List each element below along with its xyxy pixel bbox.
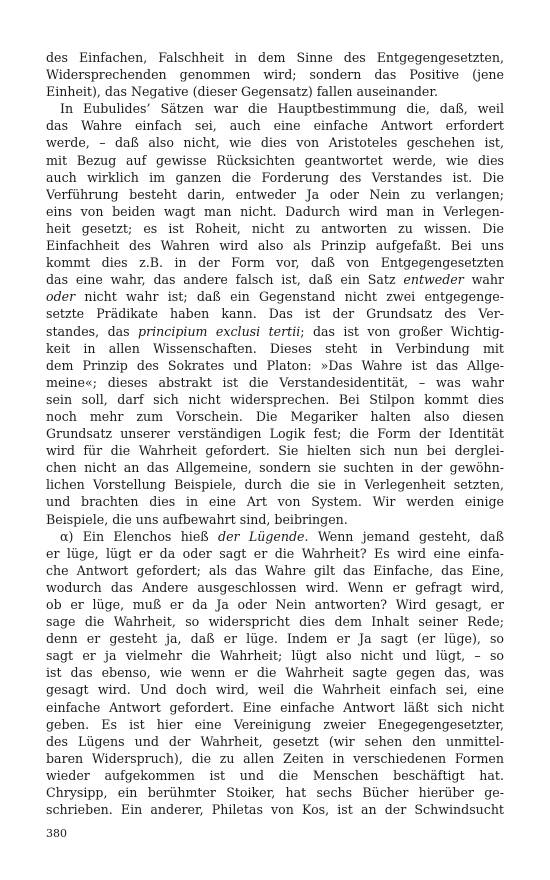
italic-phrase: oder [46,289,76,305]
text-run: des Einfachen, Falschheit in dem Sinne des Entgegengesetzten, [46,50,504,65]
text-line [46,220,504,237]
text-line [46,237,504,254]
text-line [46,391,504,408]
text-run: Einheit), das Negative (dieser Gegensatz) fallen auseinander. [46,84,438,100]
text-run: . Wenn jemand gesteht, daß [304,528,504,544]
text-line [46,305,504,322]
text-run: sage die Wahrheit, so widerspricht dies dem Inhalt seiner Rede; [46,614,504,630]
text-run: che Antwort gefordert; als das Wahre gilt das Einfache, das Eine, [46,562,504,578]
text-line [46,323,504,340]
text-line [46,459,504,476]
text-run: Chrysipp, ein berühmter Stoiker, hat sechs Bücher hierüber ge- [46,785,504,801]
text-line [46,647,504,664]
text-run: des Lügens und der Wahrheit, gesetzt (wir sehen den unmittel- [46,733,504,749]
text-run: Widersprechenden genommen wird; sondern das Positive (jene [46,67,504,83]
text-line [46,801,504,818]
text-line [46,596,504,613]
text-line [46,374,504,391]
text-run: er lüge, lügt er da oder sagt er die Wahrheit? Es wird eine einfa- [46,545,504,561]
text-run: nicht wahr ist; daß ein Gegenstand nicht zwei entgegenge- [75,289,504,305]
text-run: wodurch das Andere ausgeschlossen wird. Wenn er gefragt wird, [46,579,504,595]
text-run: sagt er ja vielmehr die Wahrheit; lügt also nicht und lügt, – so [46,648,504,664]
text-run: denn er gesteht ja, daß er lüge. Indem er Ja sagt (er lüge), so [46,631,504,647]
text-run: baren Widerspruch), die zu allen Zeiten in verschiedenen Formen [46,750,504,766]
text-run: In Eubulides’ Sätzen war die Hauptbestimmung die, daß, weil [60,101,504,117]
text-line [46,545,504,562]
text-run: noch mehr zum Vorschein. Die Megariker halten also diesen [46,408,504,424]
text-line [46,83,504,100]
text-line [46,476,504,493]
text-run: ; das ist von großer Wichtig- [300,323,504,339]
text-line [46,117,504,134]
text-line [46,100,504,117]
text-run: schrieben. Ein anderer, Philetas von Kos, ist an der Schwindsucht [46,802,504,818]
text-run: das eine wahr, das andere falsch ist, daß ein Satz [46,272,404,288]
text-line [46,186,504,203]
text-run: α) Ein Elenchos hieß [60,528,219,544]
text-line [46,169,504,186]
text-line [46,579,504,596]
text-run: setzte Prädikate haben kann. Das ist der Grundsatz des Ver- [46,306,504,322]
text-line [46,254,504,271]
text-run: heit gesetzt; es ist Roheit, nicht zu antworten zu wissen. Die [46,220,504,236]
text-line [46,66,504,83]
text-run: Grundsatz unserer verständigen Logik fest; die Form der Identität [46,426,504,442]
text-run: sein soll, darf sich nicht widersprechen. Bei Stilpon kommt dies [46,391,504,407]
body-text [46,49,504,818]
text-run: wird für die Wahrheit gefordert. Sie hielten sich nun bei derglei- [46,443,504,459]
text-line [46,733,504,750]
text-line [46,630,504,647]
text-line [46,664,504,681]
text-line [46,442,504,459]
text-run: werde, – daß also nicht, wie dies von Aristoteles geschehen ist, [46,135,504,151]
text-line [46,750,504,767]
italic-phrase: der Lügende [218,528,305,544]
text-run: und brachten dies in eine Art von System. Wir werden einige [46,494,504,510]
page-number: 380 [46,827,67,840]
text-run: gesagt wird. Und doch wird, weil die Wahrheit einfach sei, eine [46,682,504,698]
text-line [46,493,504,510]
text-line [46,767,504,784]
text-run: lichen Vorstellung Beispiele, durch die sie in Verlegenheit setzten, [46,477,504,493]
text-run: keit in allen Wissenschaften. Dieses steht in Verbindung mit [46,340,504,356]
text-run: meine«; dieses abstrakt ist die Verstandesidentität, – was wahr [46,374,504,390]
text-run: auch wirklich im ganzen die Forderung des Verstandes ist. Die [46,169,504,185]
text-run: wieder aufgekommen ist und die Menschen beschäftigt hat. [46,767,504,783]
text-run: geben. Es ist hier eine Vereinigung zweier Enegegengesetzter, [46,716,504,732]
text-run: Einfachheit des Wahren wird also als Prinzip aufgefaßt. Bei uns [46,238,504,254]
text-line [46,562,504,579]
text-line [46,357,504,374]
text-line [46,49,504,66]
text-run: einfache Antwort gefordert. Eine einfache Antwort läßt sich nicht [46,699,504,715]
text-run: kommt dies z.B. in der Form vor, daß von Entgegengesetzten [46,255,504,271]
text-run: ist das ebenso, wie wenn er die Wahrheit sagte gegen das, was [46,665,504,681]
text-run: standes, das [46,323,139,339]
text-line [46,134,504,151]
italic-phrase: principium exclusi tertii [138,323,301,339]
text-line [46,408,504,425]
text-line [46,716,504,733]
text-line [46,288,504,305]
text-line [46,699,504,716]
text-run: ob er lüge, muß er da Ja oder Nein antworten? Wird gesagt, er [46,597,504,612]
text-line [46,613,504,630]
text-line [46,425,504,442]
text-run: Verführung besteht darin, entweder Ja oder Nein zu verlangen; [46,186,504,202]
text-run: Beispiele, die uns aufbewahrt sind, beibringen. [46,511,348,527]
text-line [46,152,504,169]
text-run: mit Bezug auf gewisse Rücksichten geantwortet werde, wie dies [46,152,504,168]
text-run: das Wahre einfach sei, auch eine einfache Antwort erfordert [46,118,504,134]
text-line [46,203,504,220]
text-line [46,511,504,528]
text-line [46,271,504,288]
text-run: eins von beiden wagt man nicht. Dadurch wird man in Verlegen- [46,203,504,219]
text-line [46,784,504,801]
text-run: chen nicht an das Allgemeine, sondern sie suchten in der gewöhn- [46,460,504,476]
text-line [46,528,504,545]
text-line [46,340,504,357]
text-run: wahr [463,272,504,288]
text-line [46,681,504,698]
italic-phrase: entweder [403,272,464,288]
text-run: dem Prinzip des Sokrates und Platon: »Das Wahre ist das Allge- [46,357,504,373]
